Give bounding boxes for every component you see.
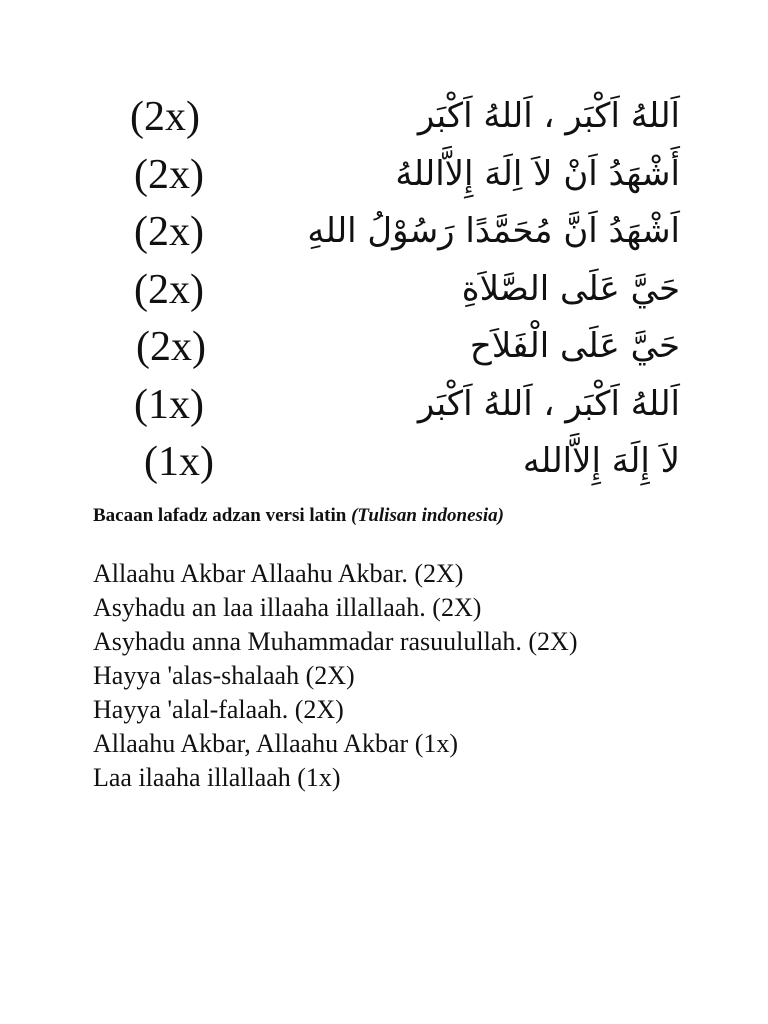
latin-adzan-list [93,557,733,795]
arabic-line [100,437,680,495]
repeat-count: (2x) [136,324,206,370]
repeat-count: (2x) [130,94,200,140]
arabic-line [100,322,680,380]
arabic-text: أَشْهَدُ اَنْ لاَ اِلَهَ إِلاَّاللهُ [395,153,680,194]
arabic-line [100,380,680,438]
arabic-text: اَللهُ اَكْبَر ، اَللهُ اَكْبَر [417,383,680,424]
repeat-count: (2x) [134,209,204,255]
arabic-text: اَشْهَدُ اَنَّ مُحَمَّدًا رَسُوْلُ اللهِ [307,211,680,251]
arabic-adzan-block [100,92,680,495]
heading-text: Bacaan lafadz adzan versi latin [93,505,352,526]
arabic-text: لاَ إِلَهَ إِلاَّالله [522,441,680,481]
arabic-text: حَيَّ عَلَى الْفَلاَح [469,326,680,366]
latin-line: Laa ilaaha illallaah (1x) [93,763,341,792]
arabic-line [100,207,680,265]
repeat-count: (1x) [134,381,204,428]
latin-line: Asyhadu anna Muhammadar rasuulullah. (2X) [93,627,578,656]
repeat-count: (1x) [144,439,214,485]
repeat-count: (2x) [134,151,204,198]
section-heading [93,505,504,527]
latin-line: Hayya 'alas-shalaah (2X) [93,661,355,690]
arabic-line [100,92,680,150]
arabic-line [100,265,680,323]
latin-line: Allaahu Akbar Allaahu Akbar. (2X) [93,559,464,588]
heading-note: (Tulisan indonesia) [351,505,505,526]
arabic-text: اَللهُ اَكْبَر ، اَللهُ اَكْبَر [417,96,680,136]
latin-line: Allaahu Akbar, Allaahu Akbar (1x) [93,729,459,758]
latin-line: Hayya 'alal-falaah. (2X) [93,695,344,724]
arabic-text: حَيَّ عَلَى الصَّلاَةِ [461,268,680,309]
repeat-count: (2x) [134,266,204,313]
latin-line: Asyhadu an laa illaaha illallaah. (2X) [93,593,482,622]
arabic-line [100,150,680,208]
